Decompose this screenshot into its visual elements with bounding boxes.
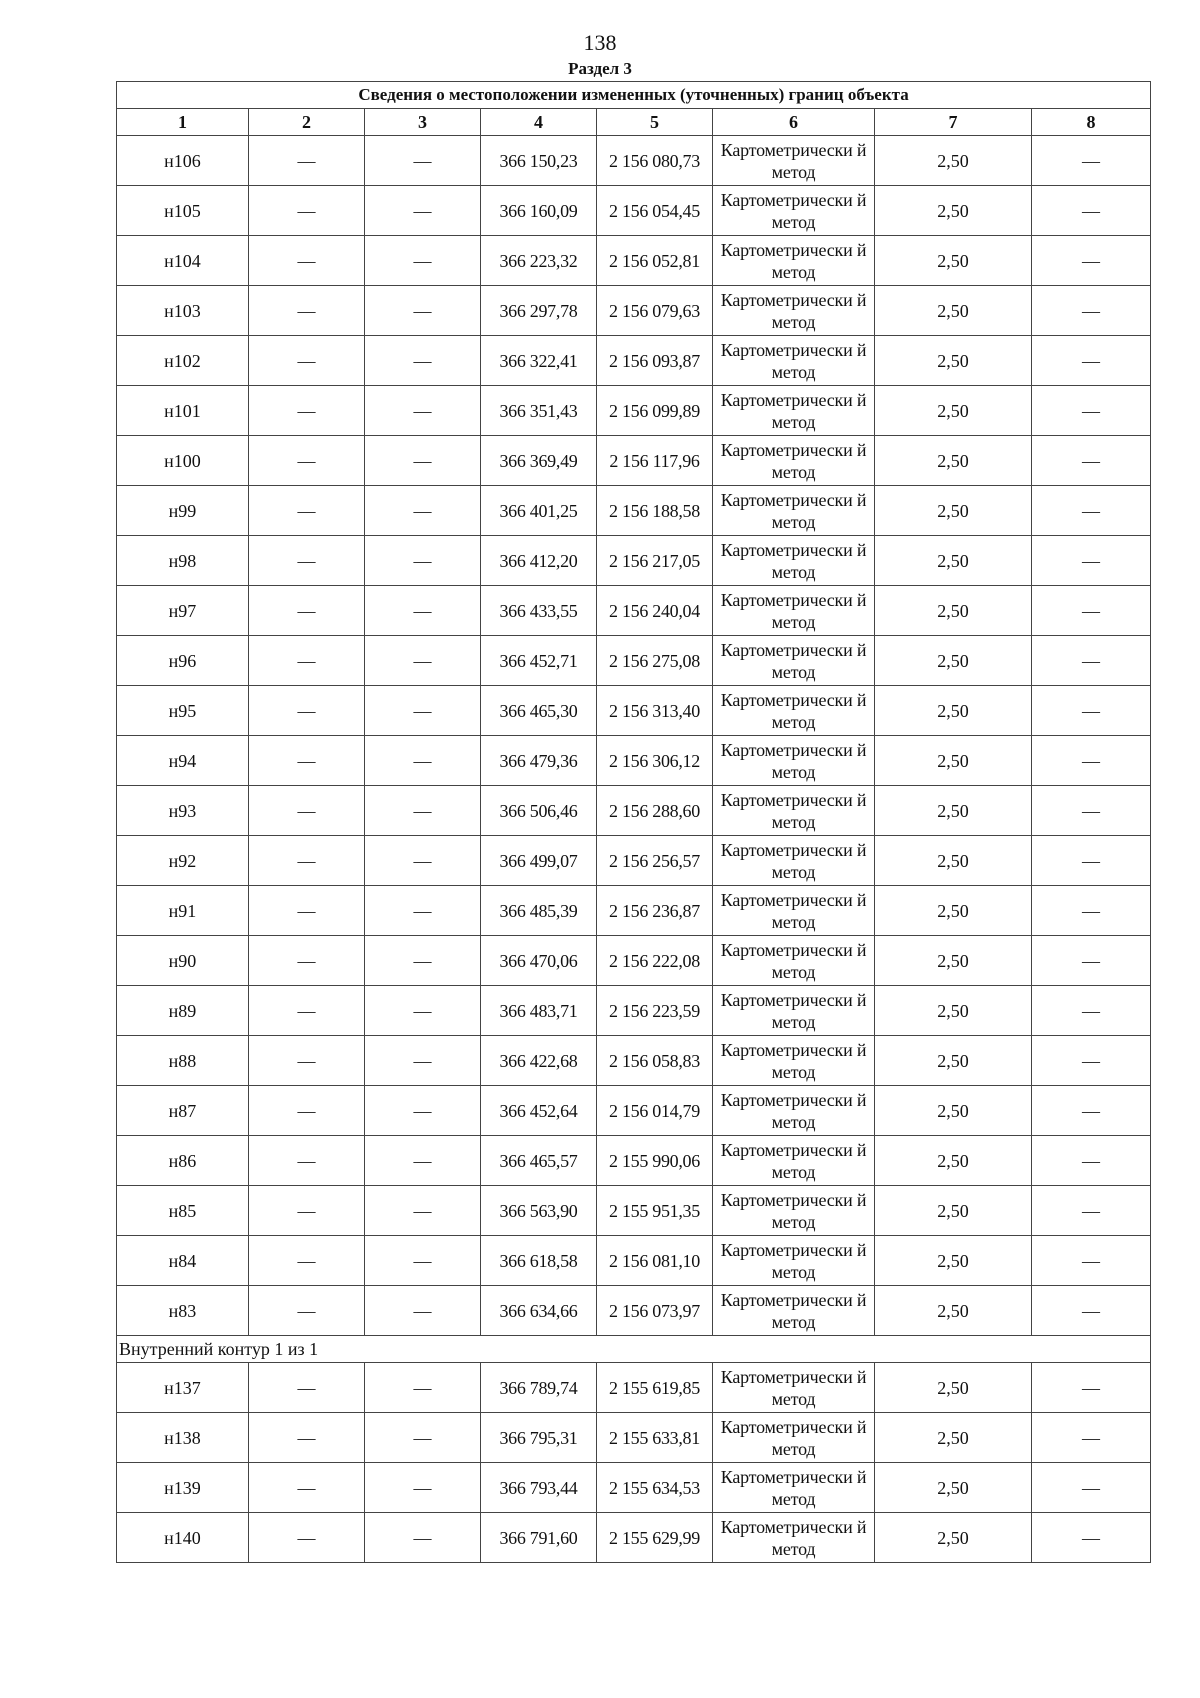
point-name-cell: н101 <box>117 386 249 436</box>
empty-cell: — <box>365 886 481 936</box>
accuracy-cell: 2,50 <box>875 886 1032 936</box>
empty-cell: — <box>249 186 365 236</box>
empty-cell: — <box>365 1186 481 1236</box>
empty-cell: — <box>365 136 481 186</box>
y-coordinate-cell: 2 156 217,05 <box>597 536 713 586</box>
accuracy-cell: 2,50 <box>875 636 1032 686</box>
x-coordinate-cell: 366 485,39 <box>481 886 597 936</box>
empty-cell: — <box>249 1236 365 1286</box>
column-header: 2 <box>249 109 365 136</box>
point-name-cell: н137 <box>117 1363 249 1413</box>
accuracy-cell: 2,50 <box>875 1513 1032 1563</box>
empty-cell: — <box>1032 1186 1151 1236</box>
column-header: 5 <box>597 109 713 136</box>
y-coordinate-cell: 2 155 619,85 <box>597 1363 713 1413</box>
empty-cell: — <box>365 486 481 536</box>
point-name-cell: н94 <box>117 736 249 786</box>
method-cell: Картометрически й метод <box>713 1463 875 1513</box>
accuracy-cell: 2,50 <box>875 1136 1032 1186</box>
method-cell: Картометрически й метод <box>713 486 875 536</box>
method-cell: Картометрически й метод <box>713 586 875 636</box>
column-header: 7 <box>875 109 1032 136</box>
empty-cell: — <box>1032 1513 1151 1563</box>
x-coordinate-cell: 366 160,09 <box>481 186 597 236</box>
table-row <box>117 186 1151 236</box>
table-row <box>117 486 1151 536</box>
accuracy-cell: 2,50 <box>875 1186 1032 1236</box>
x-coordinate-cell: 366 351,43 <box>481 386 597 436</box>
x-coordinate-cell: 366 789,74 <box>481 1363 597 1413</box>
y-coordinate-cell: 2 156 306,12 <box>597 736 713 786</box>
x-coordinate-cell: 366 150,23 <box>481 136 597 186</box>
x-coordinate-cell: 366 369,49 <box>481 436 597 486</box>
table-row <box>117 436 1151 486</box>
empty-cell: — <box>1032 1286 1151 1336</box>
accuracy-cell: 2,50 <box>875 336 1032 386</box>
empty-cell: — <box>1032 1086 1151 1136</box>
table-row <box>117 536 1151 586</box>
empty-cell: — <box>365 686 481 736</box>
method-cell: Картометрически й метод <box>713 536 875 586</box>
y-coordinate-cell: 2 156 099,89 <box>597 386 713 436</box>
x-coordinate-cell: 366 433,55 <box>481 586 597 636</box>
accuracy-cell: 2,50 <box>875 836 1032 886</box>
empty-cell: — <box>249 936 365 986</box>
accuracy-cell: 2,50 <box>875 586 1032 636</box>
method-cell: Картометрически й метод <box>713 1513 875 1563</box>
point-name-cell: н100 <box>117 436 249 486</box>
accuracy-cell: 2,50 <box>875 286 1032 336</box>
table-row <box>117 686 1151 736</box>
table-row <box>117 986 1151 1036</box>
empty-cell: — <box>365 286 481 336</box>
empty-cell: — <box>249 1136 365 1186</box>
empty-cell: — <box>249 486 365 536</box>
accuracy-cell: 2,50 <box>875 1086 1032 1136</box>
point-name-cell: н91 <box>117 886 249 936</box>
accuracy-cell: 2,50 <box>875 936 1032 986</box>
table-row <box>117 236 1151 286</box>
empty-cell: — <box>249 1413 365 1463</box>
empty-cell: — <box>249 986 365 1036</box>
method-cell: Картометрически й метод <box>713 786 875 836</box>
point-name-cell: н92 <box>117 836 249 886</box>
accuracy-cell: 2,50 <box>875 1236 1032 1286</box>
empty-cell: — <box>1032 136 1151 186</box>
empty-cell: — <box>365 836 481 886</box>
empty-cell: — <box>365 336 481 386</box>
empty-cell: — <box>249 1513 365 1563</box>
boundary-coordinates-table <box>116 81 1151 1563</box>
method-cell: Картометрически й метод <box>713 1363 875 1413</box>
empty-cell: — <box>1032 436 1151 486</box>
point-name-cell: н103 <box>117 286 249 336</box>
point-name-cell: н138 <box>117 1413 249 1463</box>
accuracy-cell: 2,50 <box>875 686 1032 736</box>
x-coordinate-cell: 366 793,44 <box>481 1463 597 1513</box>
method-cell: Картометрически й метод <box>713 286 875 336</box>
point-name-cell: н104 <box>117 236 249 286</box>
method-cell: Картометрически й метод <box>713 1036 875 1086</box>
y-coordinate-cell: 2 156 014,79 <box>597 1086 713 1136</box>
empty-cell: — <box>1032 836 1151 886</box>
method-cell: Картометрически й метод <box>713 136 875 186</box>
column-header: 6 <box>713 109 875 136</box>
point-name-cell: н98 <box>117 536 249 586</box>
x-coordinate-cell: 366 634,66 <box>481 1286 597 1336</box>
method-cell: Картометрически й метод <box>713 836 875 886</box>
empty-cell: — <box>365 1513 481 1563</box>
empty-cell: — <box>365 386 481 436</box>
accuracy-cell: 2,50 <box>875 186 1032 236</box>
x-coordinate-cell: 366 618,58 <box>481 1236 597 1286</box>
empty-cell: — <box>1032 186 1151 236</box>
point-name-cell: н85 <box>117 1186 249 1236</box>
accuracy-cell: 2,50 <box>875 1036 1032 1086</box>
empty-cell: — <box>365 536 481 586</box>
y-coordinate-cell: 2 156 256,57 <box>597 836 713 886</box>
y-coordinate-cell: 2 155 633,81 <box>597 1413 713 1463</box>
point-name-cell: н140 <box>117 1513 249 1563</box>
table-row <box>117 1236 1151 1286</box>
y-coordinate-cell: 2 156 240,04 <box>597 586 713 636</box>
table-row <box>117 886 1151 936</box>
empty-cell: — <box>365 1363 481 1413</box>
x-coordinate-cell: 366 452,64 <box>481 1086 597 1136</box>
empty-cell: — <box>365 736 481 786</box>
table-row <box>117 586 1151 636</box>
y-coordinate-cell: 2 155 629,99 <box>597 1513 713 1563</box>
table-row <box>117 1286 1151 1336</box>
y-coordinate-cell: 2 155 990,06 <box>597 1136 713 1186</box>
accuracy-cell: 2,50 <box>875 486 1032 536</box>
x-coordinate-cell: 366 483,71 <box>481 986 597 1036</box>
empty-cell: — <box>1032 786 1151 836</box>
empty-cell: — <box>1032 686 1151 736</box>
method-cell: Картометрически й метод <box>713 736 875 786</box>
table-row <box>117 286 1151 336</box>
point-name-cell: н106 <box>117 136 249 186</box>
empty-cell: — <box>1032 1363 1151 1413</box>
point-name-cell: н83 <box>117 1286 249 1336</box>
empty-cell: — <box>1032 736 1151 786</box>
empty-cell: — <box>249 1363 365 1413</box>
empty-cell: — <box>249 536 365 586</box>
empty-cell: — <box>249 886 365 936</box>
empty-cell: — <box>365 186 481 236</box>
empty-cell: — <box>1032 586 1151 636</box>
table-row <box>117 136 1151 186</box>
x-coordinate-cell: 366 223,32 <box>481 236 597 286</box>
point-name-cell: н86 <box>117 1136 249 1186</box>
empty-cell: — <box>249 136 365 186</box>
accuracy-cell: 2,50 <box>875 1286 1032 1336</box>
table-row <box>117 1136 1151 1186</box>
empty-cell: — <box>1032 1136 1151 1186</box>
empty-cell: — <box>365 936 481 986</box>
y-coordinate-cell: 2 156 275,08 <box>597 636 713 686</box>
table-row <box>117 936 1151 986</box>
empty-cell: — <box>249 386 365 436</box>
empty-cell: — <box>1032 1463 1151 1513</box>
x-coordinate-cell: 366 297,78 <box>481 286 597 336</box>
empty-cell: — <box>249 636 365 686</box>
y-coordinate-cell: 2 156 079,63 <box>597 286 713 336</box>
method-cell: Картометрически й метод <box>713 336 875 386</box>
point-name-cell: н99 <box>117 486 249 536</box>
table-row <box>117 386 1151 436</box>
x-coordinate-cell: 366 470,06 <box>481 936 597 986</box>
x-coordinate-cell: 366 563,90 <box>481 1186 597 1236</box>
table-title: Сведения о местоположении измененных (уточненных) границ объекта <box>117 82 1151 109</box>
empty-cell: — <box>249 1286 365 1336</box>
empty-cell: — <box>365 1086 481 1136</box>
method-cell: Картометрически й метод <box>713 1136 875 1186</box>
method-cell: Картометрически й метод <box>713 186 875 236</box>
table-row <box>117 836 1151 886</box>
empty-cell: — <box>1032 936 1151 986</box>
table-row <box>117 1413 1151 1463</box>
table-title-row <box>117 82 1151 109</box>
empty-cell: — <box>1032 1036 1151 1086</box>
accuracy-cell: 2,50 <box>875 736 1032 786</box>
accuracy-cell: 2,50 <box>875 236 1032 286</box>
x-coordinate-cell: 366 506,46 <box>481 786 597 836</box>
empty-cell: — <box>365 986 481 1036</box>
empty-cell: — <box>249 686 365 736</box>
method-cell: Картометрически й метод <box>713 636 875 686</box>
point-name-cell: н102 <box>117 336 249 386</box>
empty-cell: — <box>249 836 365 886</box>
x-coordinate-cell: 366 412,20 <box>481 536 597 586</box>
table-row <box>117 1036 1151 1086</box>
empty-cell: — <box>249 736 365 786</box>
accuracy-cell: 2,50 <box>875 136 1032 186</box>
x-coordinate-cell: 366 479,36 <box>481 736 597 786</box>
empty-cell: — <box>1032 1413 1151 1463</box>
y-coordinate-cell: 2 156 117,96 <box>597 436 713 486</box>
point-name-cell: н139 <box>117 1463 249 1513</box>
empty-cell: — <box>1032 486 1151 536</box>
table-row <box>117 1513 1151 1563</box>
y-coordinate-cell: 2 155 951,35 <box>597 1186 713 1236</box>
empty-cell: — <box>365 436 481 486</box>
y-coordinate-cell: 2 156 313,40 <box>597 686 713 736</box>
empty-cell: — <box>365 1413 481 1463</box>
empty-cell: — <box>1032 286 1151 336</box>
point-name-cell: н95 <box>117 686 249 736</box>
x-coordinate-cell: 366 322,41 <box>481 336 597 386</box>
point-name-cell: н84 <box>117 1236 249 1286</box>
point-name-cell: н96 <box>117 636 249 686</box>
method-cell: Картометрически й метод <box>713 386 875 436</box>
point-name-cell: н87 <box>117 1086 249 1136</box>
x-coordinate-cell: 366 795,31 <box>481 1413 597 1463</box>
empty-cell: — <box>1032 536 1151 586</box>
empty-cell: — <box>249 236 365 286</box>
method-cell: Картометрически й метод <box>713 686 875 736</box>
empty-cell: — <box>365 586 481 636</box>
x-coordinate-cell: 366 465,30 <box>481 686 597 736</box>
point-name-cell: н89 <box>117 986 249 1036</box>
x-coordinate-cell: 366 401,25 <box>481 486 597 536</box>
y-coordinate-cell: 2 156 236,87 <box>597 886 713 936</box>
empty-cell: — <box>365 1136 481 1186</box>
table-row <box>117 1086 1151 1136</box>
empty-cell: — <box>365 1463 481 1513</box>
method-cell: Картометрически й метод <box>713 886 875 936</box>
empty-cell: — <box>1032 386 1151 436</box>
empty-cell: — <box>249 786 365 836</box>
table-row <box>117 1186 1151 1236</box>
accuracy-cell: 2,50 <box>875 536 1032 586</box>
point-name-cell: н88 <box>117 1036 249 1086</box>
accuracy-cell: 2,50 <box>875 1463 1032 1513</box>
empty-cell: — <box>365 236 481 286</box>
y-coordinate-cell: 2 156 058,83 <box>597 1036 713 1086</box>
column-header: 3 <box>365 109 481 136</box>
table-row <box>117 786 1151 836</box>
empty-cell: — <box>249 1186 365 1236</box>
table-row <box>117 736 1151 786</box>
y-coordinate-cell: 2 156 223,59 <box>597 986 713 1036</box>
accuracy-cell: 2,50 <box>875 436 1032 486</box>
empty-cell: — <box>249 286 365 336</box>
empty-cell: — <box>249 436 365 486</box>
x-coordinate-cell: 366 422,68 <box>481 1036 597 1086</box>
method-cell: Картометрически й метод <box>713 436 875 486</box>
column-header: 1 <box>117 109 249 136</box>
column-header: 4 <box>481 109 597 136</box>
empty-cell: — <box>1032 886 1151 936</box>
y-coordinate-cell: 2 156 081,10 <box>597 1236 713 1286</box>
accuracy-cell: 2,50 <box>875 1363 1032 1413</box>
empty-cell: — <box>1032 236 1151 286</box>
table-row <box>117 1463 1151 1513</box>
accuracy-cell: 2,50 <box>875 386 1032 436</box>
empty-cell: — <box>249 1463 365 1513</box>
column-header-row <box>117 109 1151 136</box>
empty-cell: — <box>1032 336 1151 386</box>
empty-cell: — <box>365 1236 481 1286</box>
inner-contour-row <box>117 1336 1151 1363</box>
point-name-cell: н93 <box>117 786 249 836</box>
method-cell: Картометрически й метод <box>713 236 875 286</box>
method-cell: Картометрически й метод <box>713 1286 875 1336</box>
y-coordinate-cell: 2 156 052,81 <box>597 236 713 286</box>
method-cell: Картометрически й метод <box>713 1413 875 1463</box>
point-name-cell: н97 <box>117 586 249 636</box>
section-title: Раздел 3 <box>568 59 632 78</box>
method-cell: Картометрически й метод <box>713 1186 875 1236</box>
accuracy-cell: 2,50 <box>875 986 1032 1036</box>
empty-cell: — <box>1032 1236 1151 1286</box>
column-header: 8 <box>1032 109 1151 136</box>
method-cell: Картометрически й метод <box>713 1086 875 1136</box>
method-cell: Картометрически й метод <box>713 1236 875 1286</box>
table-row <box>117 1363 1151 1413</box>
empty-cell: — <box>365 1286 481 1336</box>
point-name-cell: н105 <box>117 186 249 236</box>
empty-cell: — <box>365 786 481 836</box>
method-cell: Картометрически й метод <box>713 986 875 1036</box>
accuracy-cell: 2,50 <box>875 786 1032 836</box>
y-coordinate-cell: 2 155 634,53 <box>597 1463 713 1513</box>
y-coordinate-cell: 2 156 288,60 <box>597 786 713 836</box>
x-coordinate-cell: 366 499,07 <box>481 836 597 886</box>
y-coordinate-cell: 2 156 054,45 <box>597 186 713 236</box>
method-cell: Картометрически й метод <box>713 936 875 986</box>
empty-cell: — <box>1032 986 1151 1036</box>
x-coordinate-cell: 366 452,71 <box>481 636 597 686</box>
inner-contour-label: Внутренний контур 1 из 1 <box>117 1336 1151 1363</box>
accuracy-cell: 2,50 <box>875 1413 1032 1463</box>
table-row <box>117 636 1151 686</box>
empty-cell: — <box>365 636 481 686</box>
x-coordinate-cell: 366 465,57 <box>481 1136 597 1186</box>
y-coordinate-cell: 2 156 080,73 <box>597 136 713 186</box>
y-coordinate-cell: 2 156 222,08 <box>597 936 713 986</box>
empty-cell: — <box>249 336 365 386</box>
x-coordinate-cell: 366 791,60 <box>481 1513 597 1563</box>
point-name-cell: н90 <box>117 936 249 986</box>
empty-cell: — <box>365 1036 481 1086</box>
empty-cell: — <box>1032 636 1151 686</box>
page-number: 138 <box>583 30 617 55</box>
table-row <box>117 336 1151 386</box>
y-coordinate-cell: 2 156 188,58 <box>597 486 713 536</box>
y-coordinate-cell: 2 156 073,97 <box>597 1286 713 1336</box>
empty-cell: — <box>249 586 365 636</box>
empty-cell: — <box>249 1086 365 1136</box>
y-coordinate-cell: 2 156 093,87 <box>597 336 713 386</box>
empty-cell: — <box>249 1036 365 1086</box>
